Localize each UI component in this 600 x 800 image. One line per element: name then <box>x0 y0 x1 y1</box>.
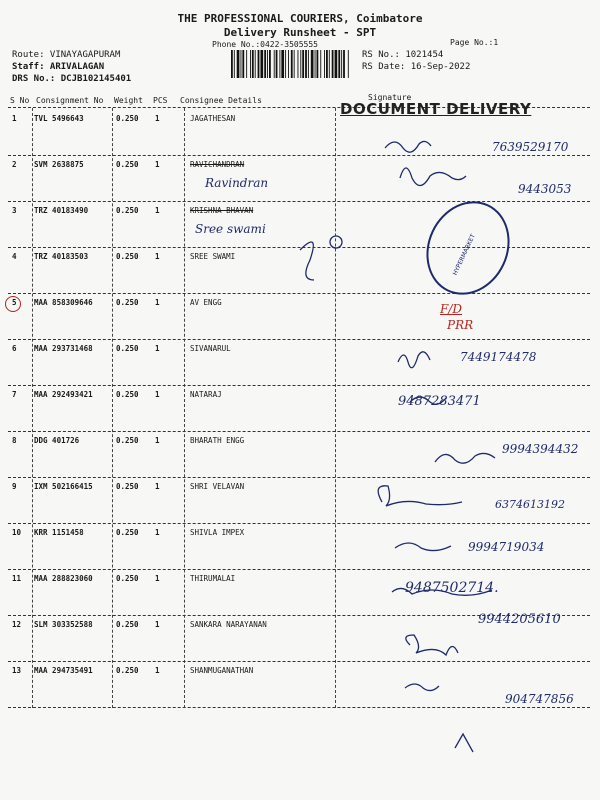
document-delivery-stamp: DOCUMENT DELIVERY <box>340 100 532 118</box>
row-weight: 0.250 <box>116 436 139 445</box>
row-pcs: 1 <box>155 574 160 583</box>
row-consignee: NATARAJ <box>190 390 222 399</box>
handwritten-fd: F/D <box>440 302 462 316</box>
rs-date: RS Date: 16-Sep-2022 <box>362 62 471 72</box>
runsheet-title: Delivery Runsheet - SPT <box>223 26 377 39</box>
row-pcs: 1 <box>155 666 160 675</box>
row-pcs: 1 <box>155 620 160 629</box>
handwritten-prr: PRR <box>447 318 474 332</box>
table-row <box>0 110 600 156</box>
row-weight: 0.250 <box>116 298 139 307</box>
table-row <box>0 386 600 432</box>
handwritten-phone: 6374613192 <box>495 498 565 511</box>
row-sno: 8 <box>12 436 17 445</box>
row-weight: 0.250 <box>116 482 139 491</box>
row-pcs: 1 <box>155 252 160 261</box>
row-consignee: SHANMUGANATHAN <box>190 666 254 675</box>
row-consignment: SVM 2638875 <box>34 160 84 169</box>
row-consignment: TRZ 40183503 <box>34 252 89 261</box>
row-weight: 0.250 <box>116 666 139 675</box>
handwritten-phone: 9487283471 <box>398 394 481 409</box>
col-sno: S No <box>10 96 30 105</box>
row-sno: 3 <box>12 206 17 215</box>
row-pcs: 1 <box>155 390 160 399</box>
row-consignment: TVL 5496643 <box>34 114 84 123</box>
handwritten-phone: 904747856 <box>505 692 574 706</box>
row-weight: 0.250 <box>116 160 139 169</box>
row-sno: 6 <box>12 344 17 353</box>
table-row <box>0 570 600 616</box>
row-sno: 2 <box>12 160 17 169</box>
row-weight: 0.250 <box>116 574 139 583</box>
staff-label: Staff: ARIVALAGAN <box>12 62 105 72</box>
handwritten-phone: 9944205610 <box>478 612 561 627</box>
rs-number: RS No.: 1021454 <box>362 50 444 60</box>
table-row <box>0 340 600 386</box>
col-consignee: Consignee Details <box>180 96 262 105</box>
row-consignee: SREE SWAMI <box>190 252 236 261</box>
row-consignment: MAA 288823060 <box>34 574 93 583</box>
bottom-mark <box>455 734 473 752</box>
row-divider <box>8 707 590 708</box>
row-consignee: AV ENGG <box>190 298 222 307</box>
table-row <box>0 612 600 662</box>
row-sno: 12 <box>12 620 22 629</box>
row-consignment: KRR 1151458 <box>34 528 84 537</box>
col-pcs: PCS <box>153 96 168 105</box>
page-number: Page No.:1 <box>450 38 499 47</box>
handwritten-phone: 7639529170 <box>492 140 569 154</box>
row-pcs: 1 <box>155 298 160 307</box>
row-consignment: MAA 293731468 <box>34 344 93 353</box>
row-pcs: 1 <box>155 344 160 353</box>
table-row <box>0 478 600 524</box>
row-sno: 10 <box>12 528 22 537</box>
row-consignee: BHARATH ENGG <box>190 436 245 445</box>
table-row <box>0 662 600 708</box>
drs-number: DRS No.: DCJB102145401 <box>12 74 132 84</box>
col-signature: Signature <box>368 93 412 102</box>
red-circle-mark <box>5 296 21 312</box>
row-weight: 0.250 <box>116 528 139 537</box>
row-consignment: MAA 292493421 <box>34 390 93 399</box>
row-consignment: MAA 858309646 <box>34 298 93 307</box>
row-weight: 0.250 <box>116 620 139 629</box>
row-sno: 4 <box>12 252 17 261</box>
table-row <box>0 432 600 478</box>
handwritten-phone: 9994719034 <box>468 540 545 554</box>
handwritten-phone: 9994394432 <box>502 442 579 456</box>
row-consignment: TRZ 40183490 <box>34 206 89 215</box>
handwritten-ravindran: Ravindran <box>205 176 269 190</box>
row-weight: 0.250 <box>116 206 139 215</box>
company-title: THE PROFESSIONAL COURIERS, Coimbatore <box>177 12 423 25</box>
row-consignment: MAA 294735491 <box>34 666 93 675</box>
row-pcs: 1 <box>155 160 160 169</box>
table-row <box>0 202 600 248</box>
row-sno: 13 <box>12 666 22 675</box>
row-pcs: 1 <box>155 482 160 491</box>
table-row <box>0 248 600 294</box>
row-sno: 11 <box>12 574 22 583</box>
stamp-text: HYPERMARKET <box>451 233 477 277</box>
phone-number: Phone No.:0422-3505555 <box>212 40 318 49</box>
row-consignment: DDG 401726 <box>34 436 80 445</box>
row-pcs: 1 <box>155 114 160 123</box>
row-consignee: SANKARA NARAYANAN <box>190 620 267 629</box>
row-sno: 9 <box>12 482 17 491</box>
row-pcs: 1 <box>155 436 160 445</box>
row-consignee: SIVANARUL <box>190 344 231 353</box>
row-pcs: 1 <box>155 528 160 537</box>
handwritten-phone: 7449174478 <box>460 350 537 364</box>
handwritten-phone: 9443053 <box>518 182 572 196</box>
barcode <box>231 50 351 78</box>
row-consignee: RAVICHANDRAN <box>190 160 245 169</box>
table-row <box>0 294 600 340</box>
row-weight: 0.250 <box>116 344 139 353</box>
row-consignment: SLM 303352588 <box>34 620 93 629</box>
route-label: Route: VINAYAGAPURAM <box>12 50 121 60</box>
row-consignment: IXM 502166415 <box>34 482 93 491</box>
row-sno: 1 <box>12 114 17 123</box>
col-consignment: Consignment No <box>36 96 104 105</box>
row-consignee: THIRUMALAI <box>190 574 236 583</box>
row-consignee: SHIVLA IMPEX <box>190 528 245 537</box>
row-consignee: SHRI VELAVAN <box>190 482 245 491</box>
handwritten-sree-swami: Sree swami <box>195 222 266 236</box>
row-pcs: 1 <box>155 206 160 215</box>
handwritten-phone: 9487502714. <box>405 580 499 596</box>
row-sno: 5 <box>12 298 17 307</box>
row-consignee: JAGATHESAN <box>190 114 236 123</box>
table-row <box>0 156 600 202</box>
row-weight: 0.250 <box>116 252 139 261</box>
row-weight: 0.250 <box>116 390 139 399</box>
table-row <box>0 524 600 570</box>
row-consignee: KRISHNA BHAVAN <box>190 206 254 215</box>
col-weight: Weight <box>114 96 143 105</box>
row-weight: 0.250 <box>116 114 139 123</box>
row-sno: 7 <box>12 390 17 399</box>
